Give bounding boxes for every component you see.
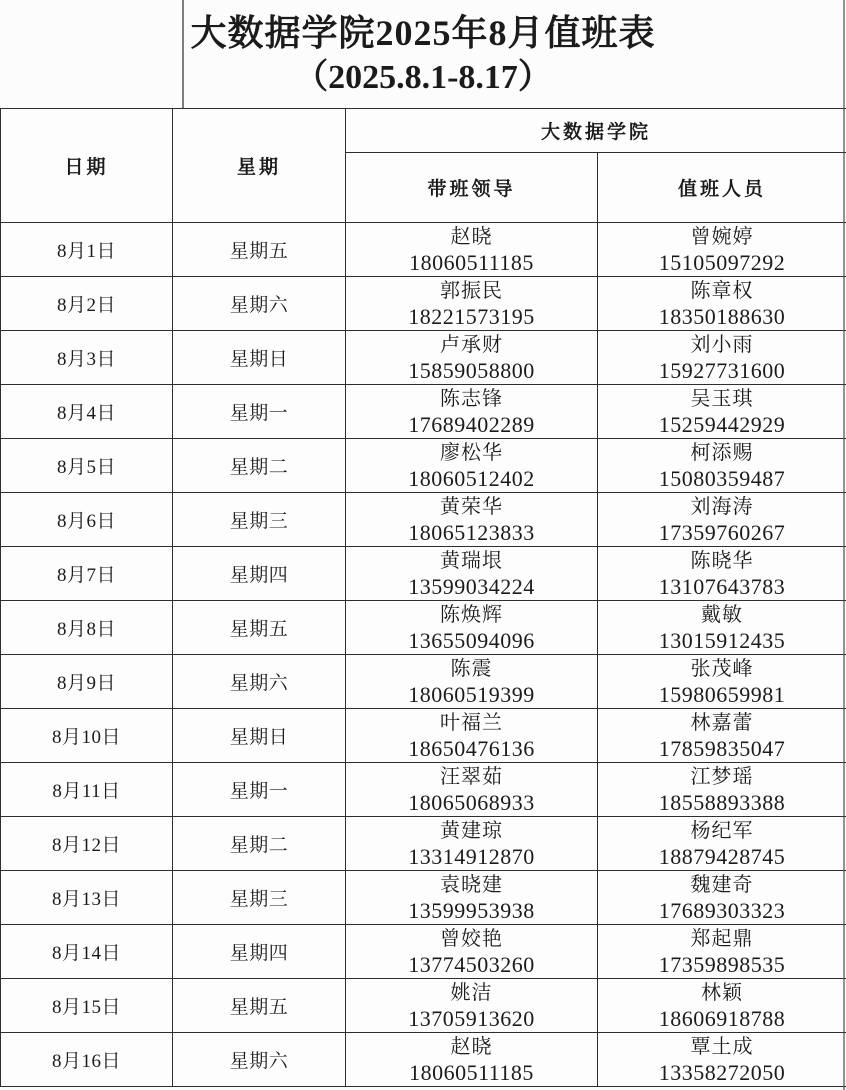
weekday-label: 星期一: [229, 403, 289, 424]
date-label: 8月11日: [52, 781, 121, 802]
leader-cell: [346, 223, 598, 277]
header-weekday: 星期: [173, 109, 346, 223]
leader-cell: [346, 277, 598, 331]
person-phone: 15980659981: [658, 681, 786, 707]
leader-cell: [346, 385, 598, 439]
date-label: 8月5日: [56, 457, 116, 478]
date-label: 8月15日: [51, 997, 121, 1018]
page-right-border: [843, 0, 845, 1090]
person-phone: 13705913620: [408, 1005, 535, 1031]
weekday-label: 星期六: [229, 673, 289, 694]
weekday-label: 星期日: [229, 727, 289, 748]
weekday-label: 星期六: [229, 1051, 289, 1072]
header-leader: 带班领导: [346, 153, 598, 223]
person-name: 覃土成: [690, 1035, 754, 1058]
weekday-cell: [173, 223, 346, 277]
person-name: 陈焕辉: [440, 603, 503, 626]
date-cell: [1, 439, 173, 493]
person-phone: 18558893388: [658, 789, 786, 815]
date-cell: [1, 1033, 173, 1087]
date-cell: [1, 277, 173, 331]
date-label: 8月9日: [56, 673, 116, 694]
weekday-label: 星期日: [229, 349, 289, 370]
leader-cell: [346, 655, 598, 709]
person-phone: 18065123833: [408, 519, 535, 545]
leader-cell: [346, 871, 598, 925]
person-name: 黄瑞垠: [440, 549, 503, 572]
weekday-cell: [173, 277, 346, 331]
person-phone: 18060519399: [408, 681, 535, 707]
table-row: [1, 925, 846, 979]
date-label: 8月3日: [56, 349, 116, 370]
weekday-cell: [173, 871, 346, 925]
person-name: 杨纪军: [690, 819, 754, 842]
person-phone: 18221573195: [408, 303, 535, 329]
leader-cell: [346, 493, 598, 547]
table-row: [1, 1033, 846, 1087]
staff-cell: [598, 223, 846, 277]
page-title: 大数据学院2025年8月值班表: [190, 13, 656, 53]
date-label: 8月10日: [51, 727, 121, 748]
leader-cell: [346, 1033, 598, 1087]
person-phone: 18879428745: [658, 843, 786, 869]
date-cell: [1, 601, 173, 655]
person-name: 陈章权: [690, 279, 754, 302]
weekday-cell: [173, 547, 346, 601]
weekday-label: 星期六: [229, 295, 289, 316]
weekday-cell: [173, 925, 346, 979]
leader-cell: [346, 763, 598, 817]
person-name: 袁晓建: [440, 873, 503, 896]
weekday-label: 星期三: [229, 889, 289, 910]
weekday-label: 星期四: [229, 565, 289, 586]
weekday-cell: [173, 385, 346, 439]
person-name: 姚洁: [450, 981, 493, 1004]
person-phone: 13358272050: [658, 1059, 786, 1085]
person-phone: 18060511185: [409, 1059, 534, 1085]
table-row: [1, 601, 846, 655]
date-cell: [1, 655, 173, 709]
person-name: 江梦瑶: [690, 765, 754, 788]
person-phone: 13015912435: [658, 627, 786, 653]
person-name: 刘海涛: [690, 495, 754, 518]
weekday-cell: [173, 979, 346, 1033]
table-row: [1, 547, 846, 601]
person-phone: 18606918788: [658, 1005, 786, 1031]
table-row: [1, 979, 846, 1033]
header-date: 日期: [1, 109, 173, 223]
person-name: 吴玉琪: [690, 387, 754, 410]
person-phone: 18060511185: [409, 249, 534, 275]
header-staff: 值班人员: [598, 153, 846, 223]
table-row: [1, 817, 846, 871]
person-phone: 17859835047: [658, 735, 786, 761]
person-phone: 18065068933: [408, 789, 535, 815]
date-label: 8月6日: [56, 511, 116, 532]
date-cell: [1, 547, 173, 601]
staff-cell: [598, 385, 846, 439]
weekday-cell: [173, 817, 346, 871]
table-row: [1, 709, 846, 763]
leader-cell: [346, 547, 598, 601]
person-name: 廖松华: [440, 441, 503, 464]
person-name: 陈晓华: [690, 549, 754, 572]
date-label: 8月12日: [51, 835, 121, 856]
person-name: 黄荣华: [440, 495, 503, 518]
person-name: 陈震: [450, 657, 493, 680]
table-row: [1, 871, 846, 925]
person-name: 张茂峰: [690, 657, 754, 680]
person-phone: 15927731600: [658, 357, 786, 383]
date-label: 8月14日: [51, 943, 121, 964]
date-cell: [1, 709, 173, 763]
person-phone: 15105097292: [658, 249, 786, 275]
person-name: 赵晓: [450, 225, 493, 248]
date-cell: [1, 331, 173, 385]
person-name: 魏建奇: [690, 873, 754, 896]
person-name: 汪翠茹: [440, 765, 503, 788]
person-phone: 13599034224: [408, 573, 535, 599]
table-row: [1, 763, 846, 817]
person-name: 陈志锋: [440, 387, 503, 410]
weekday-cell: [173, 601, 346, 655]
person-phone: 15259442929: [658, 411, 786, 437]
person-phone: 17689402289: [408, 411, 535, 437]
weekday-label: 星期五: [229, 997, 289, 1018]
person-phone: 13314912870: [408, 843, 535, 869]
person-name: 卢承财: [440, 333, 503, 356]
weekday-label: 星期四: [229, 943, 289, 964]
date-cell: [1, 871, 173, 925]
leader-cell: [346, 601, 598, 655]
person-phone: 18650476136: [408, 735, 535, 761]
leader-cell: [346, 709, 598, 763]
weekday-cell: [173, 331, 346, 385]
date-label: 8月8日: [56, 619, 116, 640]
date-cell: [1, 223, 173, 277]
weekday-cell: [173, 1033, 346, 1087]
person-phone: 13107643783: [658, 573, 786, 599]
person-phone: 18350188630: [658, 303, 786, 329]
person-name: 曾姣艳: [440, 927, 503, 950]
staff-cell: [598, 655, 846, 709]
staff-cell: [598, 979, 846, 1033]
person-phone: 18060512402: [408, 465, 535, 491]
table-row: [1, 331, 846, 385]
weekday-label: 星期一: [229, 781, 289, 802]
table-row: [1, 439, 846, 493]
date-cell: [1, 385, 173, 439]
staff-cell: [598, 763, 846, 817]
person-phone: 15080359487: [658, 465, 786, 491]
staff-cell: [598, 601, 846, 655]
person-phone: 13774503260: [408, 951, 535, 977]
staff-cell: [598, 925, 846, 979]
leader-cell: [346, 925, 598, 979]
date-label: 8月13日: [51, 889, 121, 910]
table-header: [1, 109, 846, 223]
person-phone: 17359760267: [658, 519, 786, 545]
staff-cell: [598, 871, 846, 925]
weekday-label: 星期五: [229, 619, 289, 640]
leader-cell: [346, 817, 598, 871]
table-row: [1, 223, 846, 277]
title-block: [0, 0, 846, 108]
date-label: 8月4日: [56, 403, 116, 424]
person-name: 曾婉婷: [690, 225, 754, 248]
person-name: 柯添赐: [690, 441, 754, 464]
staff-cell: [598, 709, 846, 763]
date-label: 8月16日: [51, 1051, 121, 1072]
person-name: 刘小雨: [690, 333, 754, 356]
person-phone: 17359898535: [658, 951, 786, 977]
person-name: 林颖: [701, 981, 743, 1004]
person-phone: 17689303323: [658, 897, 786, 923]
weekday-cell: [173, 763, 346, 817]
staff-cell: [598, 331, 846, 385]
header-college: 大数据学院: [346, 109, 846, 153]
person-name: 赵晓: [450, 1035, 493, 1058]
staff-cell: [598, 439, 846, 493]
staff-cell: [598, 1033, 846, 1087]
duty-table: [0, 108, 846, 1087]
leader-cell: [346, 439, 598, 493]
weekday-cell: [173, 439, 346, 493]
person-name: 郭振民: [440, 279, 503, 302]
table-body: [1, 223, 846, 1087]
table-row: [1, 385, 846, 439]
person-name: 黄建琼: [440, 819, 503, 842]
weekday-cell: [173, 655, 346, 709]
weekday-label: 星期二: [229, 835, 289, 856]
weekday-label: 星期三: [229, 511, 289, 532]
date-label: 8月2日: [56, 295, 116, 316]
staff-cell: [598, 277, 846, 331]
weekday-cell: [173, 493, 346, 547]
weekday-cell: [173, 709, 346, 763]
table-row: [1, 493, 846, 547]
person-phone: 15859058800: [408, 357, 535, 383]
date-cell: [1, 979, 173, 1033]
staff-cell: [598, 493, 846, 547]
person-name: 郑起鼎: [690, 927, 754, 950]
person-phone: 13655094096: [408, 627, 535, 653]
table-row: [1, 655, 846, 709]
date-cell: [1, 925, 173, 979]
weekday-label: 星期二: [229, 457, 289, 478]
table-row: [1, 277, 846, 331]
leader-cell: [346, 979, 598, 1033]
staff-cell: [598, 817, 846, 871]
staff-cell: [598, 547, 846, 601]
scan-fold-line: [182, 0, 184, 108]
person-phone: 13599953938: [408, 897, 535, 923]
date-cell: [1, 763, 173, 817]
header-row-top: [1, 109, 846, 153]
person-name: 林嘉蕾: [690, 711, 754, 734]
date-label: 8月1日: [56, 241, 116, 262]
date-cell: [1, 493, 173, 547]
person-name: 叶福兰: [440, 711, 503, 734]
person-name: 戴敏: [701, 603, 743, 626]
weekday-label: 星期五: [229, 241, 289, 262]
date-label: 8月7日: [56, 565, 116, 586]
page-subtitle: （2025.8.1-8.17）: [294, 59, 552, 96]
leader-cell: [346, 331, 598, 385]
date-cell: [1, 817, 173, 871]
